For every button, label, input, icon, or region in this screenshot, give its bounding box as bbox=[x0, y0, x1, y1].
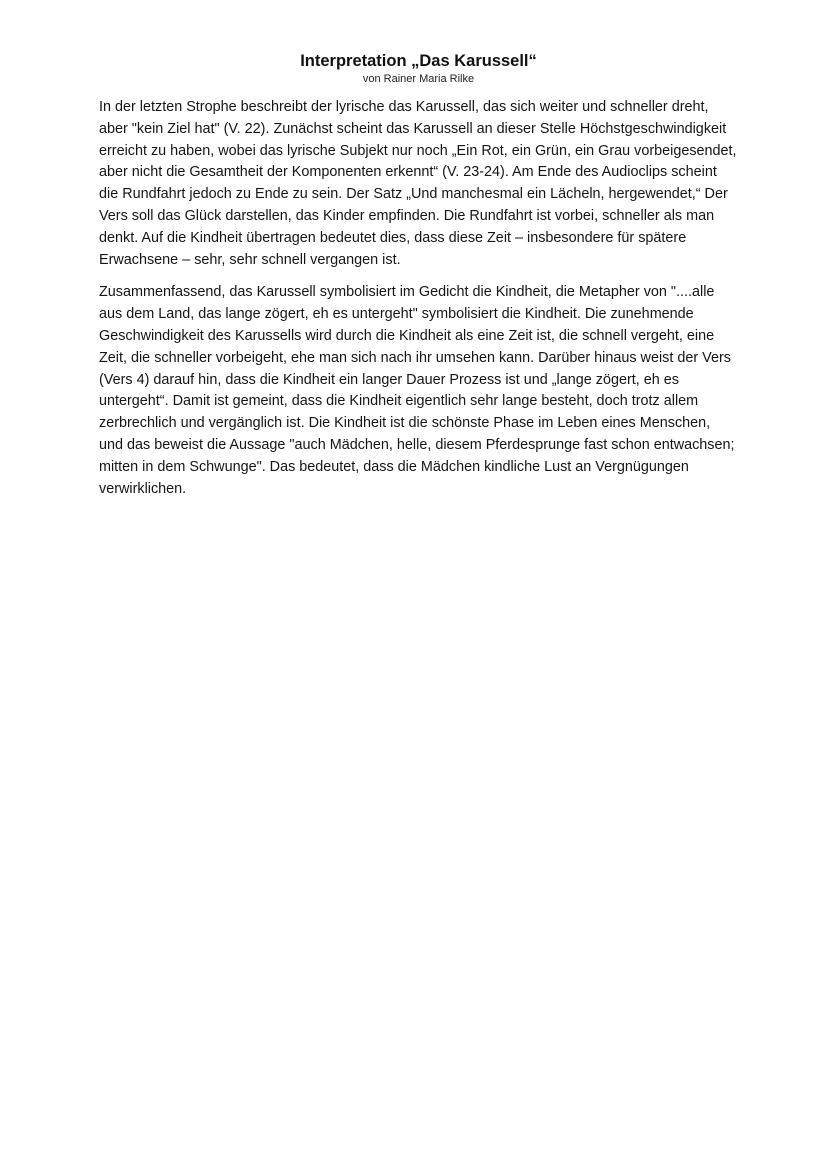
document-subtitle: von Rainer Maria Rilke bbox=[362, 73, 475, 85]
paragraph-summary: Zusammenfassend, das Karussell symbolisiert im Gedicht die Kindheit, die Metapher von "....alle aus dem Land, das lange zögert, eh es untergeht" symbolisiert die Kindheit. Die zunehmende Geschwindigkeit des Karussells wird durch die Kindheit als eine Zeit ist, die schnell vergeht, eine Zeit, die schneller vorbeigeht, ehe man sich nach ihr umsehen kann. Darüber hinaus weist der Vers (Vers 4) darauf hin, dass die Kindheit ein langer Dauer Prozess ist und „lange zögert, eh es untergeht“. Damit ist gemeint, dass die Kindheit eigentlich sehr lange besteht, doch trotz allem zerbrechlich und vergänglich ist. Die Kindheit ist die schönste Phase im Leben eines Menschen, und das beweist die Aussage "auch Mädchen, helle, diesem Pferdesprunge fast schon entwachsen; mitten in dem Schwunge". Das bedeutet, dass die Mädchen kindliche Lust an Vergnügungen verwirklichen. bbox=[99, 284, 735, 497]
paragraph-last-stanza: In der letzten Strophe beschreibt der lyrische das Karussell, das sich weiter und schneller dreht, aber "kein Ziel hat" (V. 22). Zunächst scheint das Karussell an dieser Stelle Höchstgeschwindigkeit erreicht zu haben, wobei das lyrische Subjekt nur noch „Ein Rot, ein Grün, ein Grau vorbeigesendet, aber nicht die Gesamtheit der Komponenten erkennt“ (V. 23-24). Am Ende des Audioclips scheint die Rundfahrt jedoch zu Ende zu sein. Der Satz „Und manchesmal ein Lächeln, hergewendet,“ Der Vers soll das Glück darstellen, das Kinder empfinden. Die Rundfahrt ist vorbei, schneller als man denkt. Auf die Kindheit übertragen bedeutet dies, dass diese Zeit – insbesondere für spätere Erwachsene – sehr, sehr schnell vergangen ist. bbox=[99, 99, 737, 268]
document-title: Interpretation „Das Karussell“ bbox=[300, 52, 537, 70]
